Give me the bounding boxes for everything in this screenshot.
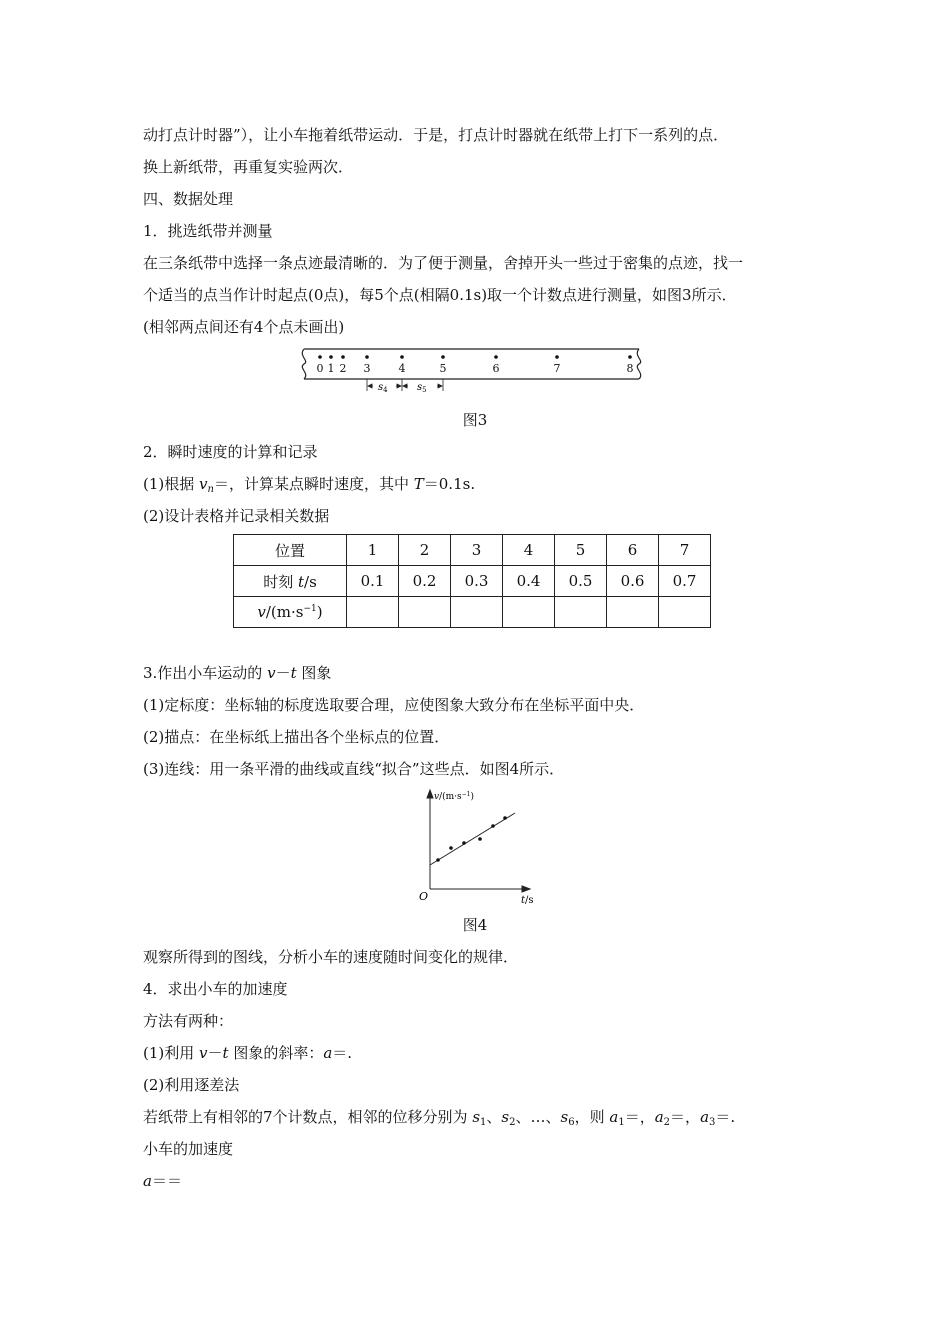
paragraph-line: 若纸带上有相邻的7个计数点，相邻的位移分别为 $s_1$、$s_2$、…、$s_6$，则 $a_1=$，$a_2=$，$a_3=$. bbox=[143, 1108, 736, 1128]
table-cell bbox=[607, 597, 659, 628]
subsection-heading: 3.作出小车运动的 v－t 图象 bbox=[143, 664, 332, 682]
table-cell: 7 bbox=[659, 535, 711, 566]
table-cell: 0.1 bbox=[347, 566, 399, 597]
subsection-heading: 1．挑选纸带并测量 bbox=[143, 222, 273, 240]
table-header-cell: 位置 bbox=[234, 535, 347, 566]
table-cell: 0.4 bbox=[503, 566, 555, 597]
data-point bbox=[491, 824, 495, 828]
paragraph-line: (2)设计表格并记录相关数据 bbox=[143, 507, 330, 525]
tape-label: 3 bbox=[363, 362, 371, 375]
tape-dot bbox=[329, 355, 333, 359]
paragraph-line: 个适当的点当作计时起点(0点)，每5个点(相隔0.1s)取一个计数点进行测量，如图3所示． bbox=[143, 286, 737, 304]
tape-dot bbox=[318, 355, 322, 359]
tape-label: 7 bbox=[553, 362, 561, 375]
data-point bbox=[449, 846, 453, 850]
tape-label: 1 bbox=[327, 362, 335, 375]
x-axis-label: t/s bbox=[521, 895, 534, 906]
text-run: (1)根据 bbox=[143, 475, 200, 493]
tape-dots bbox=[318, 355, 632, 359]
table-header-cell: 时刻 t/s bbox=[234, 566, 347, 597]
tape-label: 8 bbox=[626, 362, 634, 375]
paragraph-line: (1)定标度：坐标轴的标度选取要合理，应使图象大致分布在坐标平面中央． bbox=[143, 696, 645, 714]
tape-dot bbox=[341, 355, 345, 359]
paragraph-line: 换上新纸带，再重复实验两次． bbox=[143, 158, 354, 176]
paragraph-line: 方法有两种： bbox=[143, 1012, 234, 1030]
graph-axes bbox=[427, 790, 530, 892]
tape-outline bbox=[302, 349, 640, 379]
table-cell: 0.5 bbox=[555, 566, 607, 597]
table-cell: 1 bbox=[347, 535, 399, 566]
paragraph-line: 小车的加速度 bbox=[143, 1140, 234, 1158]
y-axis-label: $v/(m\cdot s^{-1})$ bbox=[434, 791, 475, 802]
figure-caption: 图4 bbox=[462, 916, 488, 934]
table-cell: 0.7 bbox=[659, 566, 711, 597]
paragraph-line: (3)连线：用一条平滑的曲线或直线“拟合”这些点．如图4所示． bbox=[143, 760, 565, 778]
s4-label: $s_4$ bbox=[378, 382, 388, 394]
table-row bbox=[234, 535, 711, 566]
table-cell: 0.3 bbox=[451, 566, 503, 597]
table-cell: 2 bbox=[399, 535, 451, 566]
paper-tape-figure bbox=[296, 346, 656, 396]
table-cell: 0.2 bbox=[399, 566, 451, 597]
table-cell bbox=[659, 597, 711, 628]
tape-dot bbox=[628, 355, 632, 359]
vt-graph-figure bbox=[414, 785, 544, 909]
table-cell: 3 bbox=[451, 535, 503, 566]
paragraph-line: 在三条纸带中选择一条点迹最清晰的．为了便于测量，舍掉开头一些过于密集的点迹，找一 bbox=[143, 254, 744, 272]
figure-caption: 图3 bbox=[462, 411, 488, 429]
s5-label: $s_5$ bbox=[417, 382, 427, 394]
table-cell bbox=[399, 597, 451, 628]
data-point bbox=[503, 816, 507, 820]
table-cell: 5 bbox=[555, 535, 607, 566]
tape-dot bbox=[400, 355, 404, 359]
paragraph-line: (2)利用逐差法 bbox=[143, 1076, 240, 1094]
paragraph-line: (2)描点：在坐标纸上描出各个坐标点的位置． bbox=[143, 728, 450, 746]
table-cell: 4 bbox=[503, 535, 555, 566]
text-run: ＝，计算某点瞬时速度，其中 bbox=[213, 475, 414, 493]
section-heading: 四、数据处理 bbox=[143, 190, 234, 208]
table-cell bbox=[503, 597, 555, 628]
data-point bbox=[436, 858, 440, 862]
table-row bbox=[234, 597, 711, 628]
paragraph-line: 动打点计时器”），让小车拖着纸带运动．于是，打点计时器就在纸带上打下一系列的点． bbox=[143, 126, 729, 144]
table-cell: 0.6 bbox=[607, 566, 659, 597]
table-row bbox=[234, 566, 711, 597]
table-header-cell: $v/(m\cdot s^{-1})$ bbox=[234, 597, 347, 628]
tape-dot bbox=[555, 355, 559, 359]
table-cell bbox=[347, 597, 399, 628]
data-point bbox=[462, 841, 466, 845]
tape-dot bbox=[441, 355, 445, 359]
fit-line bbox=[430, 813, 515, 865]
table-cell bbox=[555, 597, 607, 628]
origin-label: O bbox=[419, 890, 429, 903]
tape-label: 6 bbox=[492, 362, 500, 375]
subsection-heading: 2．瞬时速度的计算和记录 bbox=[143, 443, 318, 461]
table-cell: 6 bbox=[607, 535, 659, 566]
paragraph-line: 观察所得到的图线，分析小车的速度随时间变化的规律． bbox=[143, 948, 519, 966]
text-run: ＝0.1s. bbox=[423, 475, 476, 493]
tape-dot bbox=[494, 355, 498, 359]
tape-dot bbox=[365, 355, 369, 359]
subscript: n bbox=[207, 484, 214, 495]
paragraph-line: (相邻两点间还有4个点未画出) bbox=[143, 318, 345, 336]
tape-label: 2 bbox=[339, 362, 347, 375]
text-run: v bbox=[199, 475, 208, 493]
text-run: T bbox=[413, 475, 424, 493]
table-cell bbox=[451, 597, 503, 628]
data-point bbox=[478, 837, 482, 841]
tape-label: 0 bbox=[316, 362, 324, 375]
tape-label: 5 bbox=[439, 362, 447, 375]
paragraph-line: a＝＝ bbox=[143, 1172, 182, 1190]
paragraph-line: (1)利用 v－t 图象的斜率：a＝. bbox=[143, 1044, 353, 1062]
paragraph-line bbox=[143, 474, 475, 494]
subsection-heading: 4．求出小车的加速度 bbox=[143, 980, 288, 998]
tape-label: 4 bbox=[398, 362, 406, 375]
data-table bbox=[233, 534, 711, 628]
